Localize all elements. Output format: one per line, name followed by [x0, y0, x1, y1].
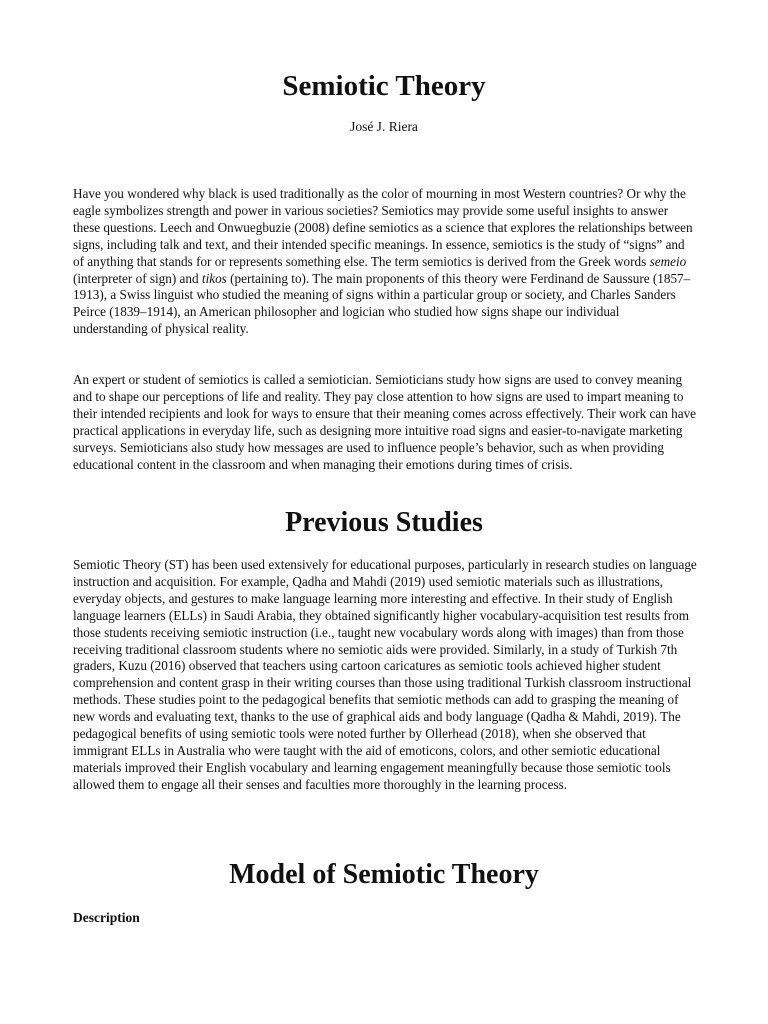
intro-paragraph-1 — [73, 186, 697, 338]
document-title: Semiotic Theory — [282, 70, 486, 102]
heading-previous-studies: Previous Studies — [285, 507, 483, 538]
heading-model-of-semiotic-theory: Model of Semiotic Theory — [229, 859, 539, 890]
intro-paragraph-1-text-c: (pertaining to). The main proponents of this theory were Ferdinand de Saussure (1857–1913), a Swiss linguist who studied the meaning of signs within a particular group or society, and Charles Sanders Peirce (1839–1914), an American philosopher and logician who studied how signs shape our individual understanding of physical reality. — [73, 270, 691, 337]
author-name: José J. Riera — [350, 119, 418, 134]
description-label: Description — [73, 910, 140, 925]
term-tikos: tikos — [201, 270, 227, 286]
previous-studies-paragraph: Semiotic Theory (ST) has been used extensively for educational purposes, particularly in research studies on language instruction and acquisition. For example, Qadha and Mahdi (2019) used semiotic materials such as illustrations, everyday objects, and gestures to make language learning more interesting and effective. In their study of English language learners (ELLs) in Saudi Arabia, they obtained significantly higher vocabulary-acquisition test results from those students receiving semiotic instruction (i.e., taught new vocabulary words along with images) than from those receiving traditional classroom students where no semiotic aids were provided. Similarly, in a study of Turkish 7th graders, Kuzu (2016) observed that teachers using cartoon caricatures as semiotic tools achieved higher student comprehension and content grasp in their writing courses than those using traditional Turkish classroom instructional methods. These studies point to the pedagogical benefits that semiotic methods can add to grasping the meaning of new words and evaluating text, thanks to the use of graphical aids and body language (Qadha & Mahdi, 2019). The pedagogical benefits of using semiotic tools were noted further by Ollerhead (2018), when she observed that immigrant ELLs in Australia who were taught with the aid of emoticons, colors, and other semiotic educational materials improved their English vocabulary and learning engagement meaningfully because those semiotic tools allowed them to engage all their senses and faculties more thoroughly in the learning process. — [73, 557, 697, 792]
term-semeio: semeio — [649, 253, 687, 269]
intro-paragraph-2: An expert or student of semiotics is called a semiotician. Semioticians study how signs are used to convey meaning and to shape our perceptions of life and reality. They pay close attention to how signs are used to impart meaning to their intended recipients and look for ways to ensure that their meaning comes across effectively. Their work can have practical applications in everyday life, such as designing more intuitive road signs and easier-to-navigate marketing surveys. Semioticians also study how messages are used to influence people’s behavior, such as when providing educational content in the classroom and when managing their emotions during times of crisis. — [73, 372, 697, 472]
intro-paragraph-1-text-b: (interpreter of sign) and — [73, 270, 202, 286]
intro-paragraph-1-text-a: Have you wondered why black is used traditionally as the color of mourning in most Western countries? Or why the eagle symbolizes strength and power in various societies? Semiotics may provide some useful insights to answer these questions. Leech and Onwuegbuzie (2008) define semiotics as a science that explores the relationships between signs, including talk and text, and their intended specific meanings. In essence, semiotics is the study of “signs” and of anything that stands for or represents something else. The term semiotics is derived from the Greek words — [73, 186, 693, 269]
